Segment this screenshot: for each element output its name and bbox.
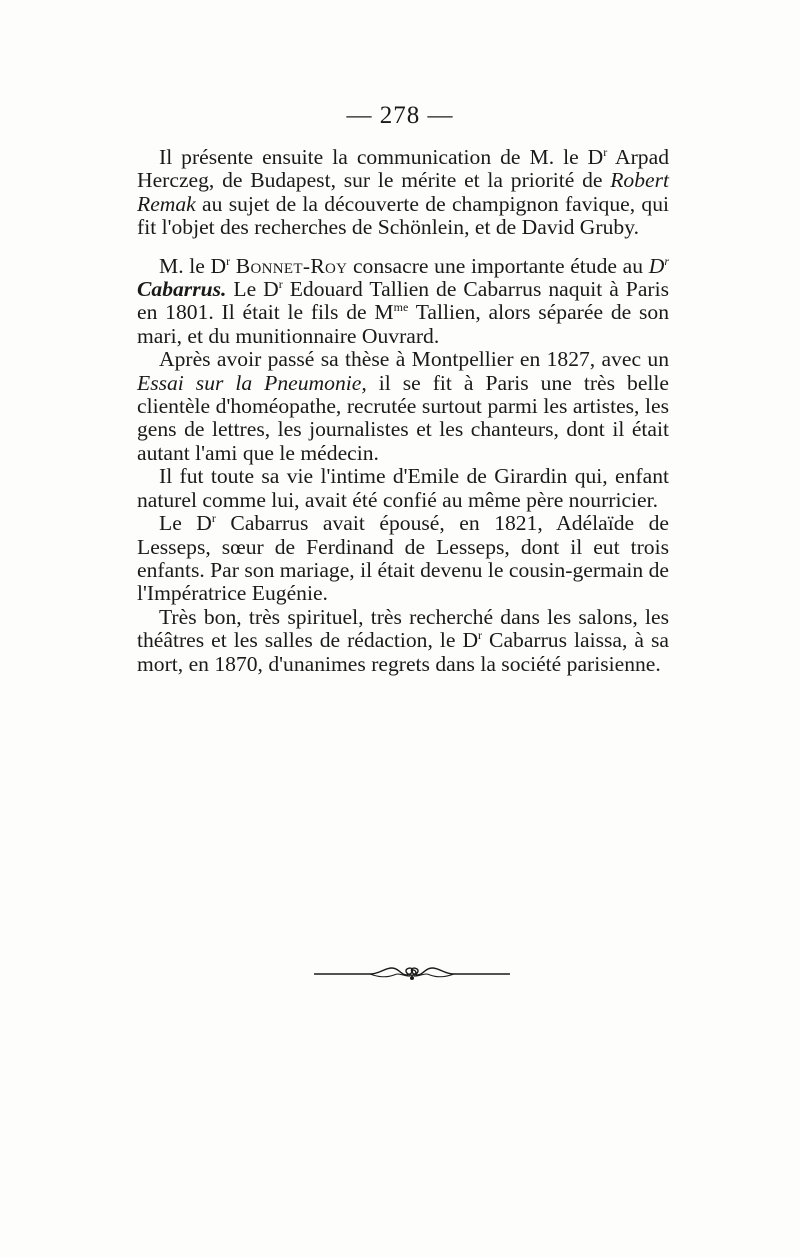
italic-name: Robert Remak (137, 168, 669, 216)
superscript: r (278, 277, 283, 292)
italic-title: Essai sur la Pneumonie, (137, 370, 367, 395)
paragraph-marriage (137, 512, 669, 606)
superscript: r (478, 628, 483, 643)
paragraph-legacy (137, 606, 669, 676)
paragraph-bonnet-roy (137, 255, 669, 349)
text-run: Après avoir passé sa thèse à Montpellier en 1827, avec un (159, 347, 669, 372)
paragraph-girardin: Il fut toute sa vie l'intime d'Emile de Girardin qui, enfant naturel comme lui, avait été confié au même père nourricier. (137, 464, 669, 512)
text-run: Edouard Tallien de Cabarrus naquit à Paris en 1801. Il était le fils de M (137, 277, 669, 325)
page-number: — 278 — (346, 102, 454, 129)
superscript: r (211, 511, 216, 526)
superscript: r (603, 145, 608, 159)
text-run: M. le D (159, 253, 227, 278)
text-run: Cabarrus laissa, à sa mort, en 1870, d'unanimes regrets dans la société parisienne. (137, 628, 669, 676)
ornament-divider-icon (312, 958, 512, 988)
text-run: Arpad Herczeg, de Budapest, sur le mérite et la priorité de (137, 145, 669, 193)
text-run: consacre une importante étude au (347, 253, 649, 278)
paragraph-montpellier (137, 348, 669, 465)
text-run: il se fit à Paris une très belle clientèle d'homéopathe, recrutée surtout parmi les artistes, les gens de lettres, les journalistes et les chanteurs, dont il était autant l'ami que le médecin. (137, 370, 669, 465)
superscript: r (226, 253, 231, 268)
body-text (137, 146, 669, 676)
text-run: Il présente ensuite la communication de M. le D (159, 145, 604, 169)
text-run: Le D (159, 511, 212, 536)
text-run: D (648, 253, 665, 278)
text-run: Le D (226, 277, 279, 302)
text-run: au sujet de la découverte de champignon favique, qui fit l'objet des recherches de Schönlein, et de David Gruby. (137, 191, 669, 240)
text-run: Très bon, très spirituel, très recherché dans les salons, les théâtres et les salles de rédaction, le D (137, 604, 669, 653)
paragraph-herczeg (137, 146, 669, 240)
superscript: r (664, 253, 669, 268)
superscript: me (393, 300, 409, 315)
italic-bold-name: Cabarrus. (137, 277, 227, 302)
text-run: Tallien, alors séparée de son mari, et du munitionnaire Ouvrard. (137, 300, 669, 348)
text-run: Cabarrus avait épousé, en 1821, Adélaïde de Lesseps, sœur de Ferdinand de Lesseps, dont il eut trois enfants. Par son mariage, il était devenu le cousin-germain de l'Impératrice Eugénie. (137, 511, 669, 606)
small-caps-name: Bonnet-Roy (235, 253, 348, 278)
